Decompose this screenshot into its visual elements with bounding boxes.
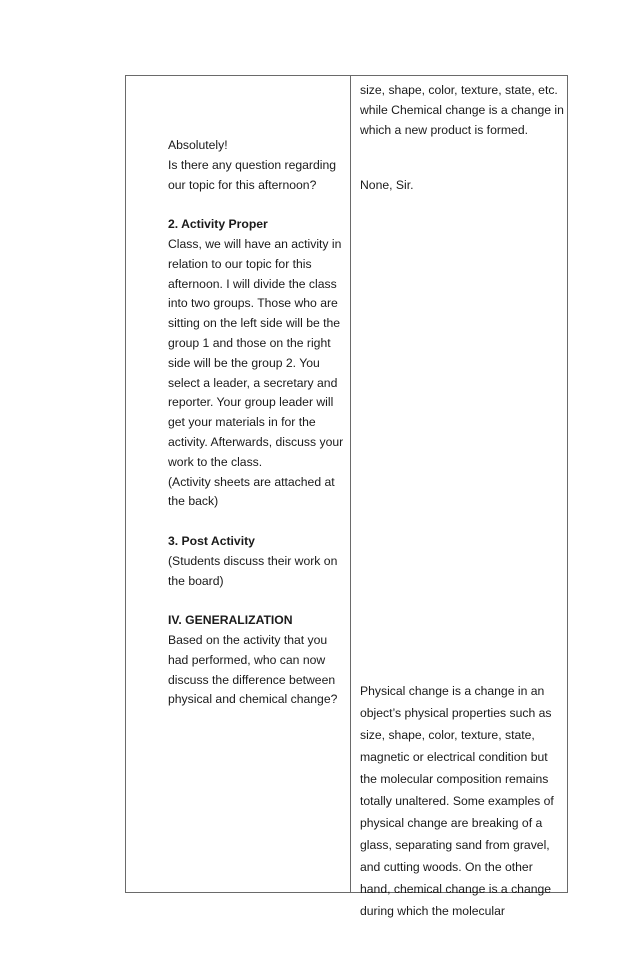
student-generalization-answer <box>360 680 566 922</box>
post-activity-heading: 3. Post Activity <box>168 533 255 548</box>
teacher-intro-1: Absolutely! <box>168 138 228 152</box>
student-none-sir: None, Sir. <box>360 178 414 193</box>
physical-change-answer: Physical change is a change in an object’s physical properties such as size, shape, color, texture, state, magnetic or electrical condition but the molecular composition remains totally unaltered. Some examples of physical change are breaking of a glass, separating sand from gravel, and cutting woods. On the other hand, chemical change is a change during which the molecular <box>360 684 554 918</box>
generalization-text: Based on the activity that you had performed, who can now discuss the difference between physical and chemical change? <box>168 632 338 707</box>
teacher-column <box>168 136 346 710</box>
column-divider <box>350 76 351 892</box>
teacher-intro-2: Is there any question regarding our topic for this afternoon? <box>168 157 337 192</box>
post-activity-text: (Students discuss their work on the board) <box>168 553 338 588</box>
activity-proper-heading: 2. Activity Proper <box>168 217 268 232</box>
student-answer-continued: size, shape, color, texture, state, etc. while Chemical change is a change in which a new product is formed. <box>360 83 564 137</box>
lesson-plan-table <box>125 75 568 918</box>
student-column <box>360 81 568 196</box>
activity-proper-text: Class, we will have an activity in relation to our topic for this afternoon. I will divide the class into two groups. Those who are sitting on the left side will be the group 1 and those on the right side will be the group 2. You select a leader, a secretary and reporter. Your group leader will get your materials in for the activity. Afterwards, discuss your work to the class. <box>168 236 344 469</box>
generalization-heading: IV. GENERALIZATION <box>168 613 293 628</box>
activity-note: (Activity sheets are attached at the back) <box>168 474 335 509</box>
